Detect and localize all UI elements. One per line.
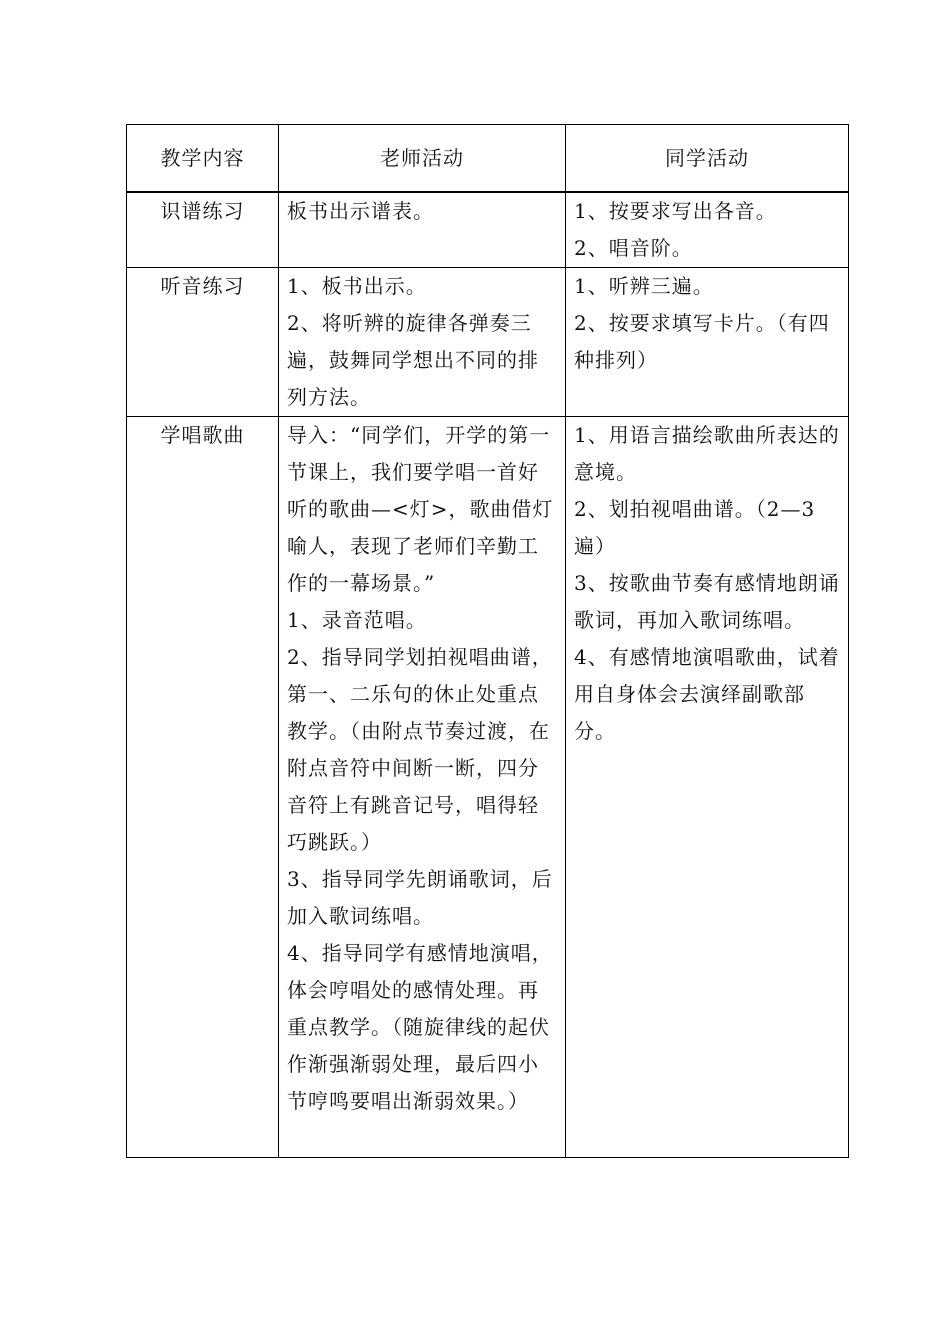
lesson-plan-table bbox=[126, 124, 849, 1158]
teacher-activity-text: 导入：“同学们，开学的第一节课上，我们要学唱一首好听的歌曲—<灯>，歌曲借灯喻人，表现了老师们辛勤工作的一幕场景。” bbox=[287, 423, 554, 595]
student-activity-text: 2、按要求填写卡片。（有四种排列） bbox=[574, 311, 830, 372]
teacher-activity-cell bbox=[279, 268, 566, 417]
table-header-row bbox=[127, 125, 849, 193]
teacher-activity-cell bbox=[279, 192, 566, 268]
student-activity-text: 4、有感情地演唱歌曲，试着用自身体会去演绎副歌部分。 bbox=[574, 645, 840, 743]
teacher-activity-text: 1、录音范唱。 bbox=[287, 608, 427, 632]
student-activity-cell bbox=[566, 417, 849, 1158]
teacher-activity-text: 4、指导同学有感情地演唱，体会哼唱处的感情处理。再重点教学。（随旋律线的起伏作渐强渐弱处理，最后四小节哼鸣要唱出渐弱效果。） bbox=[287, 941, 553, 1113]
row-content-cell: 识谱练习 bbox=[127, 192, 279, 268]
teacher-activity-cell bbox=[279, 417, 566, 1158]
header-content: 教学内容 bbox=[127, 125, 279, 193]
student-activity-cell bbox=[566, 192, 849, 268]
teacher-activity-text: 1、板书出示。 bbox=[287, 274, 427, 298]
table-row bbox=[127, 192, 849, 268]
header-student: 同学活动 bbox=[566, 125, 849, 193]
teacher-activity-text: 3、指导同学先朗诵歌词，后加入歌词练唱。 bbox=[287, 867, 553, 928]
student-activity-text: 3、按歌曲节奏有感情地朗诵歌词，再加入歌词练唱。 bbox=[574, 571, 840, 632]
student-activity-text: 1、按要求写出各音。 bbox=[574, 199, 777, 223]
row-content-cell: 听音练习 bbox=[127, 268, 279, 417]
student-activity-text: 1、用语言描绘歌曲所表达的意境。 bbox=[574, 423, 840, 484]
teacher-activity-text: 板书出示谱表。 bbox=[287, 199, 434, 223]
header-teacher: 老师活动 bbox=[279, 125, 566, 193]
student-activity-cell bbox=[566, 268, 849, 417]
teacher-activity-text: 2、将听辨的旋律各弹奏三遍，鼓舞同学想出不同的排列方法。 bbox=[287, 311, 539, 409]
table-row bbox=[127, 268, 849, 417]
row-content-cell: 学唱歌曲 bbox=[127, 417, 279, 1158]
student-activity-text: 2、唱音阶。 bbox=[574, 236, 693, 260]
student-activity-text: 2、划拍视唱曲谱。（2—3遍） bbox=[574, 497, 816, 558]
table-row bbox=[127, 417, 849, 1158]
student-activity-text: 1、听辨三遍。 bbox=[574, 274, 714, 298]
teacher-activity-text: 2、指导同学划拍视唱曲谱，第一、二乐句的休止处重点教学。（由附点节奏过渡，在附点音符中间断一断，四分音符上有跳音记号，唱得轻巧跳跃。） bbox=[287, 645, 553, 854]
